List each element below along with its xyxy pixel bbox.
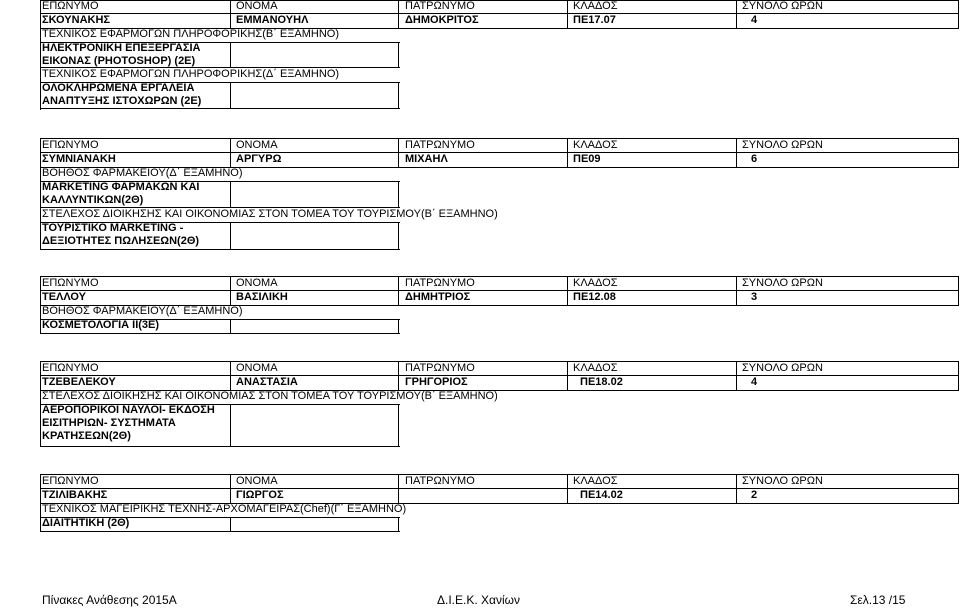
teacher-father: ΓΡΗΓΟΡΙΟΣ [405, 376, 468, 388]
course-title: ΟΛΟΚΛΗΡΩΜΕΝΑ ΕΡΓΑΛΕΙΑ ΑΝΑΠΤΥΞΗΣ ΙΣΤΟΧΩΡΩΝ (2Ε) [42, 82, 202, 107]
specialty-line: ΒΟΗΘΟΣ ΦΑΡΜΑΚΕΙΟΥ(Δ΄ ΕΞΑΜΗΝΟ) [42, 167, 243, 179]
header-surname: ΕΠΩΝΥΜΟ [42, 277, 99, 289]
header-branch: ΚΛΑΔΟΣ [573, 0, 618, 12]
teacher-name: ΓΙΩΡΓΟΣ [236, 489, 284, 501]
assignment-block-5 [40, 474, 959, 532]
specialty-line: ΣΤΕΛΕΧΟΣ ΔΙΟΙΚΗΣΗΣ ΚΑΙ ΟΙΚΟΝΟΜΙΑΣ ΣΤΟΝ ΤΟΜΕΑ ΤΟΥ ΤΟΥΡΙΣΜΟΥ(Β΄ ΕΞΑΜΗΝΟ) [42, 390, 498, 402]
teacher-name: ΕΜΜΑΝΟΥΗΛ [236, 14, 309, 26]
course-title: MARKETING ΦΑΡΜΑΚΩΝ ΚΑΙ ΚΑΛΛΥΝΤΙΚΩΝ(2Θ) [42, 181, 200, 206]
teacher-branch: ΠΕ18.02 [580, 376, 623, 388]
teacher-father: ΔΗΜΟΚΡΙΤΟΣ [405, 14, 479, 26]
header-branch: ΚΛΑΔΟΣ [573, 139, 618, 151]
header-father: ΠΑΤΡΩΝΥΜΟ [405, 139, 475, 151]
header-surname: ΕΠΩΝΥΜΟ [42, 362, 99, 374]
assignment-block-3 [40, 276, 959, 334]
footer-institution: Δ.Ι.Ε.Κ. Χανίων [437, 593, 521, 607]
header-branch: ΚΛΑΔΟΣ [573, 362, 618, 374]
teacher-branch: ΠΕ09 [573, 153, 601, 165]
course-title: ΚΟΣΜΕΤΟΛΟΓΙΑ ΙΙ(3Ε) [42, 319, 160, 331]
header-name: ΟΝΟΜΑ [236, 0, 278, 12]
teacher-surname: ΣΚΟΥΝΑΚΗΣ [42, 14, 111, 26]
teacher-hours: 2 [751, 489, 758, 501]
specialty-line: ΣΤΕΛΕΧΟΣ ΔΙΟΙΚΗΣΗΣ ΚΑΙ ΟΙΚΟΝΟΜΙΑΣ ΣΤΟΝ ΤΟΜΕΑ ΤΟΥ ΤΟΥΡΙΣΜΟΥ(Β΄ ΕΞΑΜΗΝΟ) [42, 208, 498, 220]
teacher-surname: ΤΖΕΒΕΛΕΚΟΥ [42, 376, 116, 388]
assignment-block-2 [40, 138, 959, 250]
course-title: ΑΕΡΟΠΟΡΙΚΟΙ ΝΑΥΛΟΙ- ΕΚΔΟΣΗ ΕΙΣΙΤΗΡΙΩΝ- ΣΥΣΤΗΜΑΤΑ ΚΡΑΤΗΣΕΩΝ(2Θ) [42, 404, 215, 442]
teacher-hours: 4 [751, 376, 758, 388]
header-hours: ΣΥΝΟΛΟ ΩΡΩΝ [742, 0, 823, 12]
teacher-name: ΒΑΣΙΛΙΚΗ [236, 291, 288, 303]
header-name: ΟΝΟΜΑ [236, 362, 278, 374]
teacher-hours: 4 [751, 14, 758, 26]
header-branch: ΚΛΑΔΟΣ [573, 277, 618, 289]
course-title: ΤΟΥΡΙΣΤΙΚΟ MARKETING - ΔΕΞΙΟΤΗΤΕΣ ΠΩΛΗΣΕΩΝ(2Θ) [42, 222, 200, 247]
assignment-block-4 [40, 361, 959, 447]
specialty-line: ΤΕΧΝΙΚΟΣ ΜΑΓΕΙΡΙΚΗΣ ΤΕΧΝΗΣ-ΑΡΧΟΜΑΓΕΙΡΑΣ(Chef)(Γ΄ ΕΞΑΜΗΝΟ) [42, 503, 407, 515]
teacher-branch: ΠΕ17.07 [573, 14, 616, 26]
header-name: ΟΝΟΜΑ [236, 139, 278, 151]
header-branch: ΚΛΑΔΟΣ [573, 475, 618, 487]
specialty-line: ΤΕΧΝΙΚΟΣ ΕΦΑΡΜΟΓΩΝ ΠΛΗΡΟΦΟΡΙΚΗΣ(Δ΄ ΕΞΑΜΗΝΟ) [42, 68, 340, 80]
header-surname: ΕΠΩΝΥΜΟ [42, 0, 99, 12]
header-father: ΠΑΤΡΩΝΥΜΟ [405, 362, 475, 374]
teacher-name: ΑΡΓΥΡΩ [236, 153, 282, 165]
header-name: ΟΝΟΜΑ [236, 475, 278, 487]
teacher-hours: 6 [751, 153, 758, 165]
teacher-hours: 3 [751, 291, 758, 303]
specialty-line: ΒΟΗΘΟΣ ΦΑΡΜΑΚΕΙΟΥ(Δ΄ ΕΞΑΜΗΝΟ) [42, 305, 243, 317]
header-father: ΠΑΤΡΩΝΥΜΟ [405, 0, 475, 12]
teacher-father: ΔΗΜΗΤΡΙΟΣ [405, 291, 471, 303]
course-title: ΔΙΑΙΤΗΤΙΚΗ (2Θ) [42, 517, 130, 529]
footer-page-number: Σελ.13 /15 [850, 593, 906, 607]
header-surname: ΕΠΩΝΥΜΟ [42, 139, 99, 151]
assignment-block-1 [40, 0, 959, 110]
teacher-surname: ΤΖΙΛΙΒΑΚΗΣ [42, 489, 108, 501]
header-hours: ΣΥΝΟΛΟ ΩΡΩΝ [742, 277, 823, 289]
teacher-surname: ΣΥΜΝΙΑΝΑΚΗ [42, 153, 116, 165]
course-title: ΗΛΕΚΤΡΟΝΙΚΗ ΕΠΕΞΕΡΓΑΣΙΑ ΕΙΚΟΝΑΣ (PHOTOSHOP) (2Ε) [42, 42, 201, 67]
header-hours: ΣΥΝΟΛΟ ΩΡΩΝ [742, 475, 823, 487]
header-surname: ΕΠΩΝΥΜΟ [42, 475, 99, 487]
footer-title: Πίνακες Ανάθεσης 2015Α [42, 593, 177, 607]
header-father: ΠΑΤΡΩΝΥΜΟ [405, 475, 475, 487]
header-hours: ΣΥΝΟΛΟ ΩΡΩΝ [742, 362, 823, 374]
teacher-surname: ΤΕΛΛΟΥ [42, 291, 87, 303]
header-name: ΟΝΟΜΑ [236, 277, 278, 289]
header-hours: ΣΥΝΟΛΟ ΩΡΩΝ [742, 139, 823, 151]
teacher-branch: ΠΕ14.02 [580, 489, 623, 501]
teacher-branch: ΠΕ12.08 [573, 291, 616, 303]
header-father: ΠΑΤΡΩΝΥΜΟ [405, 277, 475, 289]
teacher-father: ΜΙΧΑΗΛ [405, 153, 448, 165]
teacher-name: ΑΝΑΣΤΑΣΙΑ [236, 376, 298, 388]
specialty-line: ΤΕΧΝΙΚΟΣ ΕΦΑΡΜΟΓΩΝ ΠΛΗΡΟΦΟΡΙΚΗΣ(Β΄ ΕΞΑΜΗΝΟ) [42, 28, 340, 40]
